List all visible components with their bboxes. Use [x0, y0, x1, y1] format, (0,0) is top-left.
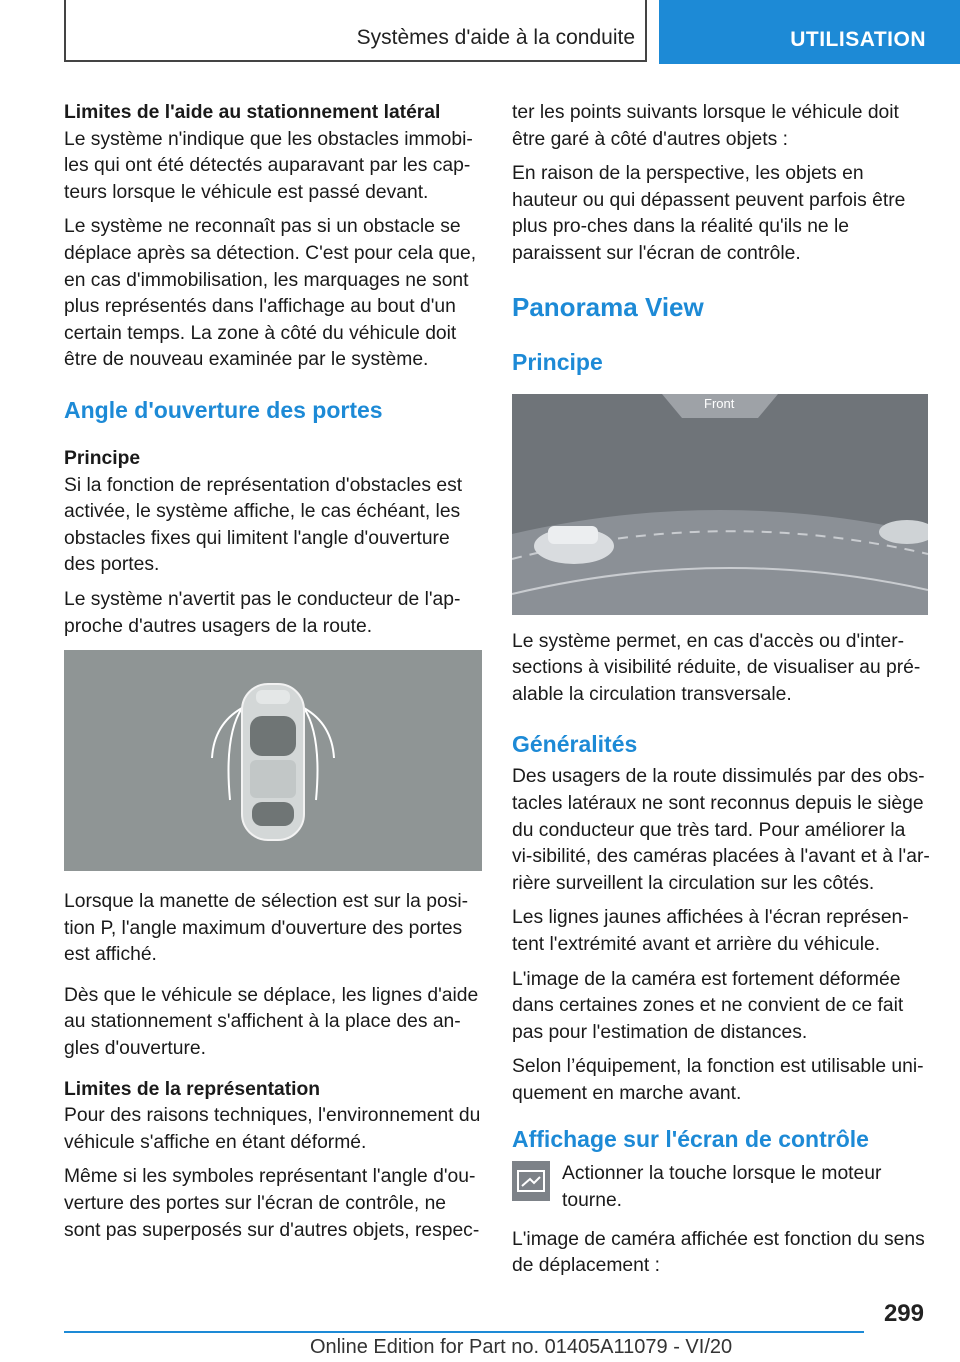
panorama-view-illustration: [512, 394, 928, 615]
left-column: [64, 100, 482, 1252]
header-section-box: [64, 0, 647, 62]
paragraph: Si la fonction de représentation d'obstacles est activée, le système affiche, le cas échéant, les obstacles fixes qui limitent l'angle d'ouverture des portes.: [64, 474, 463, 576]
icon-instruction: Actionner la touche lorsque le moteur tourne.: [562, 1163, 882, 1212]
paragraph: Les lignes jaunes affichées à l'écran représen-tent l'extrémité avant et arrière du véhicule.: [512, 907, 909, 955]
footer-edition: Online Edition for Part no. 01405A11079 - VI/20: [310, 1336, 733, 1358]
right-column: [512, 100, 930, 1288]
paragraph: Lorsque la manette de sélection est sur la posi-tion P, l'angle maximum d'ouverture des portes est affiché.: [64, 891, 469, 966]
footer-divider: [64, 1331, 864, 1333]
paragraph: L'image de la caméra est fortement déformée dans certaines zones et ne convient de ce fait pas pour l'estimation de distances.: [512, 968, 904, 1043]
door-angle-figure: [64, 650, 482, 871]
heading-limits-side-parking: Limites de l'aide au stationnement latéral: [64, 102, 441, 123]
paragraph: Même si les symboles représentant l'angle d'ou-verture des portes sur l'écran de contrôle, ne sont pas superposés sur d'autres objets, respec-: [64, 1166, 480, 1241]
heading-limits-representation: Limites de la représentation: [64, 1078, 321, 1100]
page-number: 299: [883, 1300, 924, 1327]
heading-principe-panorama: Principe: [512, 348, 603, 375]
paragraph: L'image de caméra affichée est fonction du sens de déplacement :: [512, 1228, 925, 1277]
heading-principe: Principe: [64, 447, 141, 469]
header-chapter-title: UTILISATION: [790, 28, 926, 51]
heading-door-angle: Angle d'ouverture des portes: [64, 396, 383, 423]
paragraph: Le système n'indique que les obstacles immobi-les qui ont été détectés auparavant par les cap-teurs lorsque le véhicule est passé devant.: [64, 128, 473, 203]
paragraph: Des usagers de la route dissimulés par des obs-tacles latéraux ne sont reconnus depuis le siège du conducteur que très tard. Pour améliorer la vi-sibilité, des caméras placées à l'avant et à l'ar-rière surveillent la circulation sur les côtés.: [512, 766, 930, 894]
panorama-camera-figure: [512, 394, 928, 615]
paragraph: En raison de la perspective, les objets en hauteur ou qui dépassent peuvent parfois être plus pro-ches dans la réalité qu'ils ne le paraissent sur l'écran de contrôle.: [512, 163, 906, 264]
paragraph: Pour des raisons techniques, l'environnement du véhicule s'affiche en étant déformé.: [64, 1105, 481, 1153]
heading-panorama-view: Panorama View: [512, 291, 704, 322]
paragraph: Le système n'avertit pas le conducteur de l'ap-proche d'autres usagers de la route.: [64, 588, 461, 637]
car-top-view-illustration: [64, 650, 482, 871]
heading-generalites: Généralités: [512, 731, 638, 758]
paragraph: Dès que le véhicule se déplace, les lignes d'aide au stationnement s'affichent à la place des an-gles d'ouverture.: [64, 984, 479, 1060]
icon-row: [512, 1161, 930, 1214]
camera-button-icon: [512, 1161, 550, 1201]
paragraph: Le système permet, en cas d'accès ou d'inter-sections à visibilité réduite, de visualiser au pré-alable la circulation transversale.: [512, 630, 921, 705]
header-chapter-tab: [659, 0, 960, 64]
paragraph: Selon l’équipement, la fonction est utilisable uni-quement en marche avant.: [512, 1056, 924, 1104]
header-section-title: Systèmes d'aide à la conduite: [356, 26, 635, 49]
paragraph: Le système ne reconnaît pas si un obstacle se déplace après sa détection. C'est pour cela que, en cas d'immobilisation, les marquages ne sont plus représentés dans l'affichage au bout d'un certain temps. La zone à côté du véhicule doit être de nouveau examinée par le système.: [64, 216, 477, 371]
heading-display-control: Affichage sur l'écran de contrôle: [512, 1126, 869, 1153]
paragraph: ter les points suivants lorsque le véhicule doit être garé à côté d'autres objets :: [512, 102, 899, 150]
front-label: Front: [704, 395, 735, 411]
